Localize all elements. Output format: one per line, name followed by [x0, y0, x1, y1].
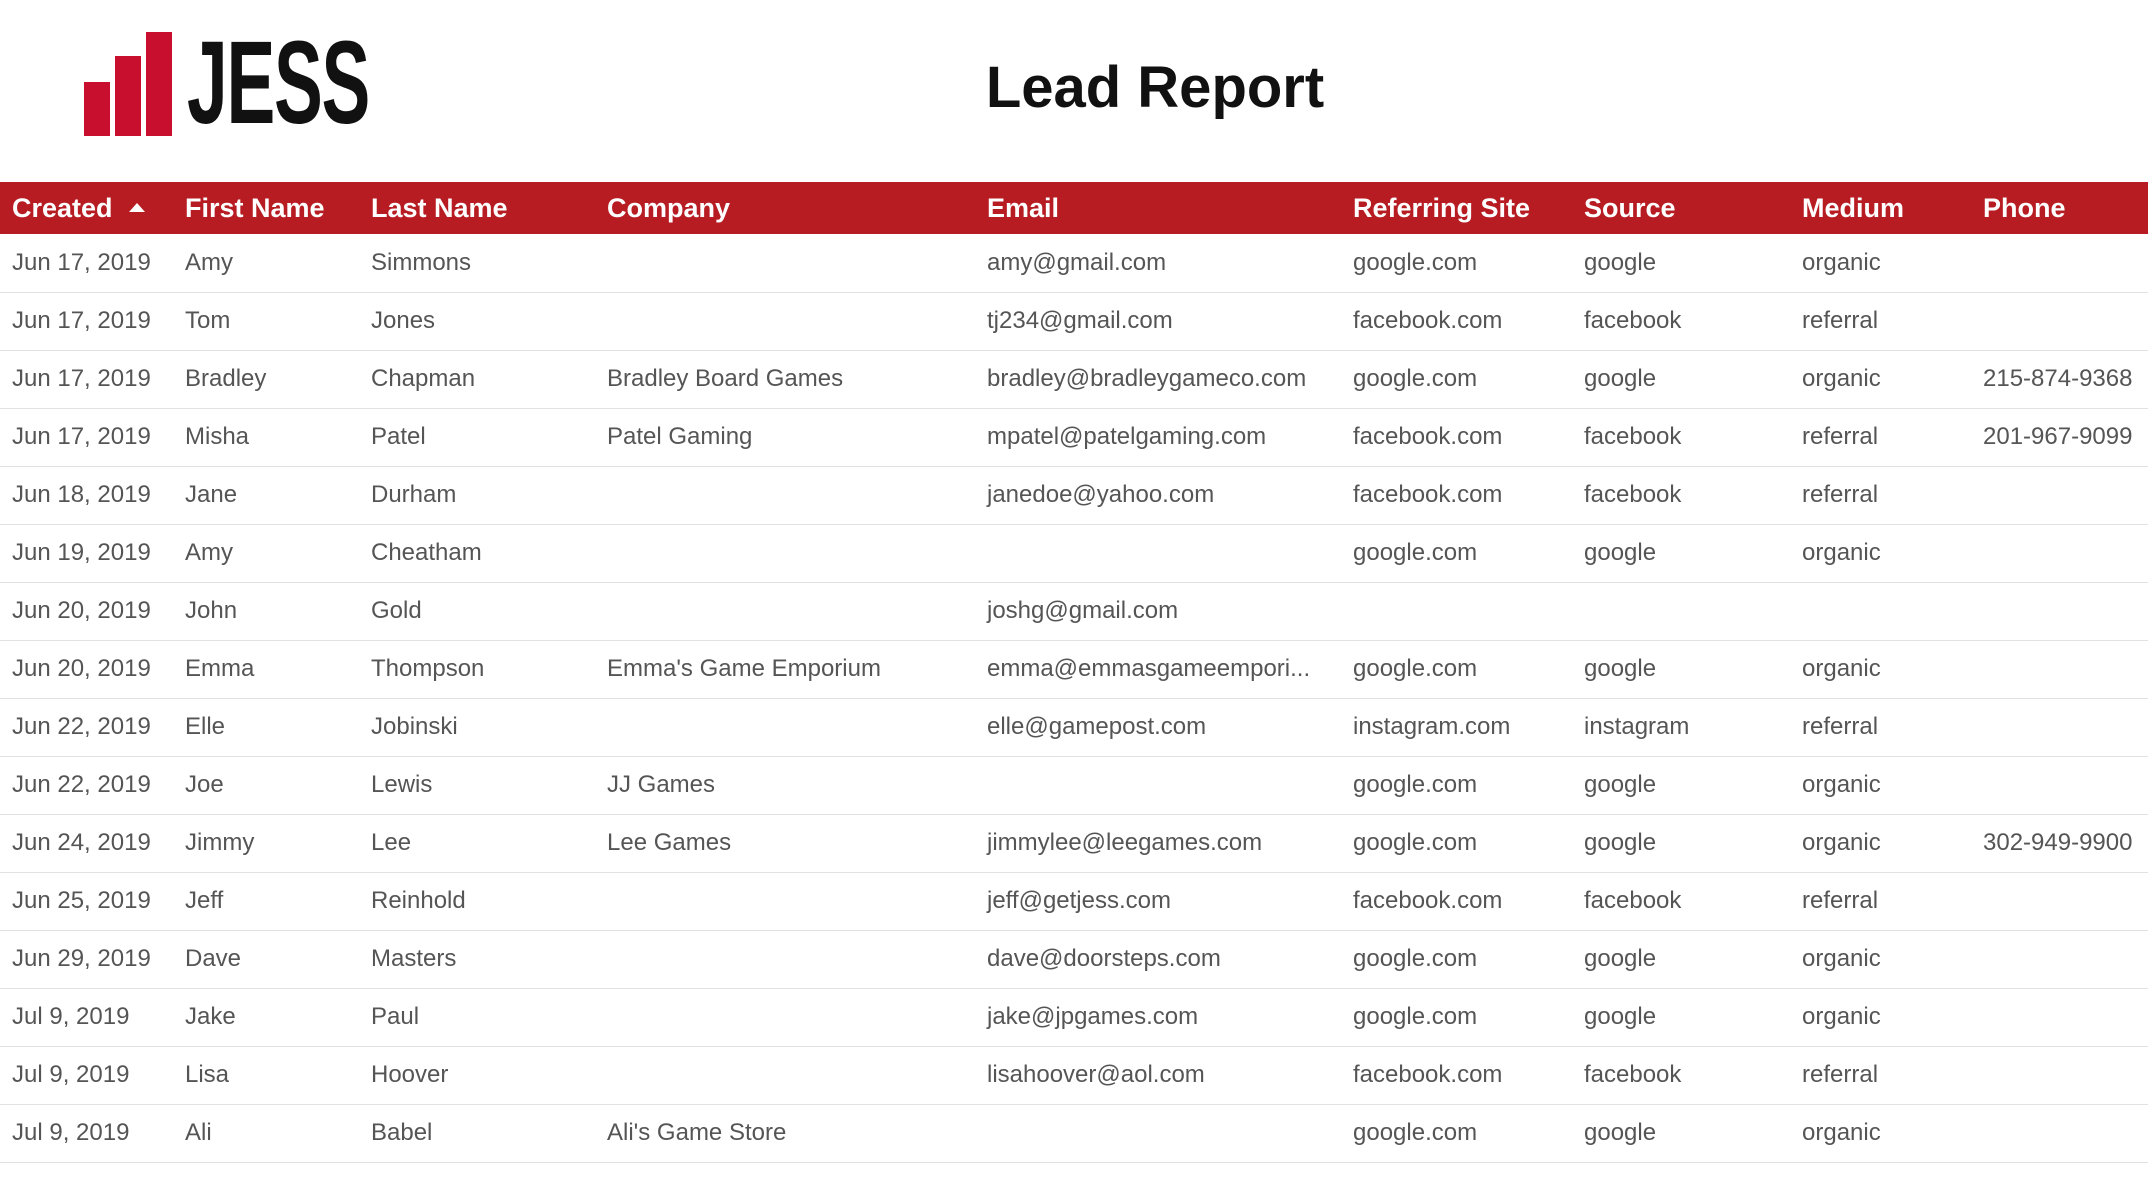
table-row[interactable]: [0, 988, 2148, 1046]
cell-last-name: Reinhold: [371, 887, 466, 914]
cell-medium: organic: [1802, 945, 1881, 972]
column-header-last-name[interactable]: Last Name: [371, 192, 508, 223]
cell-email: jeff@getjess.com: [987, 887, 1171, 914]
cell-first-name: Bradley: [185, 365, 267, 392]
table-body: [0, 234, 2148, 1162]
cell-phone: [1971, 582, 2148, 640]
cell-medium: organic: [1802, 248, 1881, 276]
cell-source: google: [1584, 365, 1657, 392]
cell-phone: [1971, 234, 2148, 292]
cell-source: instagram: [1584, 713, 1690, 740]
table-row[interactable]: [0, 1046, 2148, 1104]
column-header-company[interactable]: Company: [607, 192, 731, 223]
cell-email: joshg@gmail.com: [987, 597, 1179, 624]
cell-company: [595, 698, 975, 756]
cell-last-name: Durham: [371, 481, 457, 508]
cell-company: [595, 234, 975, 292]
cell-first-name: Lisa: [185, 1061, 230, 1088]
cell-source: [1572, 582, 1790, 640]
table-row[interactable]: [0, 930, 2148, 988]
cell-first-name: Jeff: [185, 887, 224, 914]
cell-medium: organic: [1802, 365, 1881, 392]
cell-first-name: Amy: [185, 248, 233, 276]
table-row[interactable]: [0, 698, 2148, 756]
cell-referring-site: facebook.com: [1353, 1061, 1503, 1088]
cell-medium: organic: [1802, 771, 1881, 798]
cell-source: google: [1584, 248, 1657, 276]
cell-first-name: Amy: [185, 539, 233, 566]
cell-phone: 201-967-9099: [1983, 423, 2133, 450]
cell-company: Lee Games: [607, 829, 732, 856]
cell-medium: organic: [1802, 1003, 1881, 1030]
cell-referring-site: facebook.com: [1353, 887, 1503, 914]
table-row[interactable]: [0, 1104, 2148, 1162]
cell-created: Jun 20, 2019: [12, 597, 151, 624]
cell-phone: [1971, 872, 2148, 930]
cell-medium: referral: [1802, 423, 1879, 450]
cell-source: facebook: [1584, 1061, 1682, 1088]
cell-first-name: Elle: [185, 713, 226, 740]
cell-company: Emma's Game Emporium: [607, 655, 881, 682]
cell-company: [595, 872, 975, 930]
cell-last-name: Jobinski: [371, 713, 458, 740]
cell-created: Jul 9, 2019: [12, 1003, 130, 1030]
cell-last-name: Cheatham: [371, 539, 482, 566]
column-header-email[interactable]: Email: [987, 192, 1060, 223]
cell-first-name: Jimmy: [185, 829, 255, 856]
cell-referring-site: facebook.com: [1353, 423, 1503, 450]
column-header-label: Created: [12, 192, 113, 223]
table-header-row: [0, 182, 2148, 234]
cell-referring-site: google.com: [1353, 248, 1478, 276]
cell-phone: [1971, 292, 2148, 350]
cell-medium: organic: [1802, 655, 1881, 682]
cell-company: [595, 930, 975, 988]
cell-first-name: Ali: [185, 1119, 212, 1146]
cell-created: Jun 20, 2019: [12, 655, 151, 682]
cell-referring-site: google.com: [1353, 539, 1478, 566]
cell-phone: 215-874-9368: [1983, 365, 2133, 392]
cell-email: emma@emmasgameempori...: [987, 655, 1311, 682]
table-row[interactable]: [0, 582, 2148, 640]
cell-created: Jun 19, 2019: [12, 539, 151, 566]
cell-last-name: Lee: [371, 829, 412, 856]
cell-source: facebook: [1584, 481, 1682, 508]
cell-email: jake@jpgames.com: [987, 1003, 1199, 1030]
cell-referring-site: [1341, 582, 1572, 640]
cell-phone: [1971, 988, 2148, 1046]
cell-medium: organic: [1802, 1119, 1881, 1146]
table-row[interactable]: [0, 756, 2148, 814]
cell-phone: [1971, 756, 2148, 814]
cell-last-name: Masters: [371, 945, 457, 972]
cell-source: google: [1584, 1119, 1657, 1146]
cell-first-name: Dave: [185, 945, 242, 972]
cell-first-name: Tom: [185, 307, 231, 334]
cell-email: janedoe@yahoo.com: [987, 481, 1215, 508]
cell-first-name: John: [185, 597, 238, 624]
cell-email: tj234@gmail.com: [987, 307, 1173, 334]
column-header-phone[interactable]: Phone: [1983, 192, 2066, 223]
cell-phone: [1971, 524, 2148, 582]
cell-medium: [1790, 582, 1971, 640]
cell-referring-site: google.com: [1353, 1003, 1478, 1030]
table-row[interactable]: [0, 466, 2148, 524]
cell-email: elle@gamepost.com: [987, 713, 1207, 740]
cell-medium: referral: [1802, 307, 1879, 334]
cell-referring-site: google.com: [1353, 945, 1478, 972]
logo-wordmark: JESS: [187, 17, 370, 149]
cell-first-name: Jane: [185, 481, 238, 508]
cell-email: bradley@bradleygameco.com: [987, 365, 1307, 392]
cell-company: JJ Games: [607, 771, 716, 798]
cell-email: [975, 524, 1341, 582]
cell-created: Jun 18, 2019: [12, 481, 151, 508]
table-row[interactable]: [0, 408, 2148, 466]
cell-company: [595, 1046, 975, 1104]
cell-created: Jul 9, 2019: [12, 1061, 130, 1088]
cell-company: [595, 582, 975, 640]
cell-last-name: Lewis: [371, 771, 433, 798]
cell-created: Jun 24, 2019: [12, 829, 151, 856]
cell-phone: [1971, 640, 2148, 698]
cell-medium: referral: [1802, 713, 1879, 740]
cell-company: Ali's Game Store: [607, 1119, 787, 1146]
cell-referring-site: google.com: [1353, 365, 1478, 392]
cell-last-name: Chapman: [371, 365, 476, 392]
cell-created: Jun 17, 2019: [12, 248, 151, 276]
cell-created: Jun 22, 2019: [12, 713, 151, 740]
cell-referring-site: instagram.com: [1353, 713, 1511, 740]
cell-last-name: Hoover: [371, 1061, 449, 1088]
cell-first-name: Misha: [185, 423, 250, 450]
sort-ascending-icon[interactable]: [129, 203, 145, 212]
cell-created: Jun 25, 2019: [12, 887, 151, 914]
cell-medium: referral: [1802, 1061, 1879, 1088]
cell-source: google: [1584, 655, 1657, 682]
cell-created: Jun 17, 2019: [12, 307, 151, 334]
cell-created: Jun 17, 2019: [12, 423, 151, 450]
lead-table: [0, 182, 2148, 1163]
cell-referring-site: google.com: [1353, 771, 1478, 798]
cell-source: facebook: [1584, 307, 1682, 334]
cell-last-name: Patel: [371, 423, 426, 450]
cell-source: google: [1584, 771, 1657, 798]
report-header: [0, 0, 2148, 182]
table-row[interactable]: [0, 524, 2148, 582]
cell-source: google: [1584, 829, 1657, 856]
cell-last-name: Simmons: [371, 248, 472, 276]
cell-medium: organic: [1802, 539, 1881, 566]
cell-first-name: Emma: [185, 655, 255, 682]
cell-source: facebook: [1584, 423, 1682, 450]
column-header-created[interactable]: [0, 182, 173, 234]
cell-referring-site: google.com: [1353, 655, 1478, 682]
cell-email: amy@gmail.com: [987, 248, 1167, 276]
cell-company: [595, 524, 975, 582]
table-row[interactable]: [0, 234, 2148, 292]
cell-company: [595, 466, 975, 524]
cell-email: [975, 756, 1341, 814]
cell-phone: [1971, 930, 2148, 988]
cell-referring-site: facebook.com: [1353, 481, 1503, 508]
cell-phone: [1971, 466, 2148, 524]
table-row[interactable]: [0, 292, 2148, 350]
cell-source: facebook: [1584, 887, 1682, 914]
column-header-first-name[interactable]: First Name: [185, 192, 325, 223]
cell-last-name: Paul: [371, 1003, 420, 1030]
table-row[interactable]: [0, 640, 2148, 698]
cell-email: lisahoover@aol.com: [987, 1061, 1205, 1088]
cell-referring-site: google.com: [1353, 829, 1478, 856]
cell-company: [595, 292, 975, 350]
cell-created: Jun 22, 2019: [12, 771, 151, 798]
page-title: Lead Report: [985, 55, 1325, 120]
cell-phone: 302-949-9900: [1983, 829, 2133, 856]
cell-medium: referral: [1802, 887, 1879, 914]
column-header-medium[interactable]: Medium: [1802, 192, 1905, 223]
cell-company: Bradley Board Games: [607, 365, 844, 392]
cell-email: [975, 1104, 1341, 1162]
cell-last-name: Jones: [371, 307, 436, 334]
cell-last-name: Gold: [371, 597, 422, 624]
cell-phone: [1971, 698, 2148, 756]
cell-source: google: [1584, 539, 1657, 566]
cell-first-name: Jake: [185, 1003, 236, 1030]
cell-referring-site: facebook.com: [1353, 307, 1503, 334]
cell-phone: [1971, 1104, 2148, 1162]
cell-email: dave@doorsteps.com: [987, 945, 1221, 972]
table-row[interactable]: [0, 814, 2148, 872]
cell-referring-site: google.com: [1353, 1119, 1478, 1146]
cell-medium: referral: [1802, 481, 1879, 508]
cell-company: [595, 988, 975, 1046]
cell-phone: [1971, 1046, 2148, 1104]
table-row[interactable]: [0, 350, 2148, 408]
cell-email: mpatel@patelgaming.com: [987, 423, 1267, 450]
cell-created: Jul 9, 2019: [12, 1119, 130, 1146]
cell-created: Jun 17, 2019: [12, 365, 151, 392]
column-header-referring-site[interactable]: Referring Site: [1353, 192, 1531, 223]
cell-medium: organic: [1802, 829, 1881, 856]
column-header-source[interactable]: Source: [1584, 192, 1676, 223]
table-row[interactable]: [0, 872, 2148, 930]
cell-last-name: Thompson: [371, 655, 485, 682]
cell-email: jimmylee@leegames.com: [987, 829, 1263, 856]
cell-first-name: Joe: [185, 771, 224, 798]
cell-source: google: [1584, 945, 1657, 972]
cell-last-name: Babel: [371, 1119, 433, 1146]
cell-created: Jun 29, 2019: [12, 945, 151, 972]
cell-company: Patel Gaming: [607, 423, 753, 450]
cell-source: google: [1584, 1003, 1657, 1030]
